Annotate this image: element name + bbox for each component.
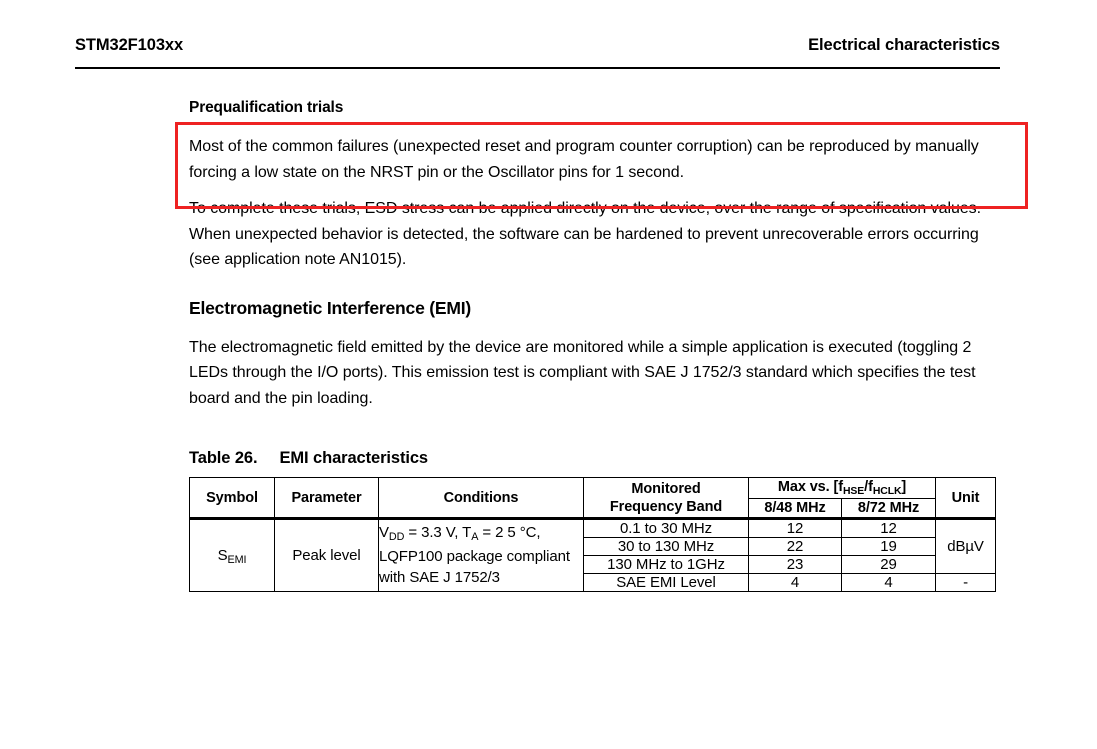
prequalification-paragraph-1: Most of the common failures (unexpected reset and program counter corruption) can be reproduced by manually forcing a low state on the NRST pin or the Oscillator pins for 1 second.: [189, 138, 979, 181]
prequalification-heading: Prequalification trials: [189, 99, 344, 116]
cell-value-8-48: 12: [749, 519, 842, 538]
header-max-vs-mid: /f: [864, 479, 873, 495]
cell-value-8-48: 22: [749, 538, 842, 556]
cell-frequency-band: 0.1 to 30 MHz: [584, 519, 749, 538]
document-title: STM32F103xx: [75, 36, 184, 54]
cell-value-8-72: 19: [842, 538, 936, 556]
header-conditions: Conditions: [379, 478, 584, 519]
spacer: [189, 116, 995, 134]
page-header: [75, 36, 1000, 55]
cell-value-8-72: 29: [842, 556, 936, 574]
cell-unit: dBµV: [936, 519, 996, 574]
cell-frequency-band: 30 to 130 MHz: [584, 538, 749, 556]
table-caption-title: EMI characteristics: [279, 449, 429, 467]
table-caption: [189, 449, 428, 468]
cell-value-8-72: 4: [842, 574, 936, 592]
header-unit: Unit: [936, 478, 996, 519]
header-monitored-frequency-band: [584, 478, 749, 519]
chapter-title: Electrical characteristics: [808, 36, 1000, 54]
table-header-row-1: [190, 478, 996, 499]
cell-value-8-48: 4: [749, 574, 842, 592]
header-max-vs-suffix: ]: [901, 479, 907, 495]
cell-symbol: [190, 519, 275, 592]
conditions-v: V: [379, 524, 389, 542]
emi-section-heading: Electromagnetic Interference (EMI): [189, 297, 472, 318]
emi-paragraph-1: The electromagnetic field emitted by the device are monitored while a simple application is executed (toggling 2 LEDs through the I/O ports). This emission test is compliant with SAE J 1752/3 standard which specifies the test board and the pin loading.: [189, 338, 976, 407]
emi-characteristics-table: [189, 477, 996, 592]
cell-unit: -: [936, 574, 996, 592]
header-monitored-line1: Monitored: [631, 480, 701, 497]
header-max-vs-group: [749, 478, 936, 499]
header-divider: [75, 67, 1000, 69]
header-symbol: Symbol: [190, 478, 275, 519]
header-monitored-line2: Frequency Band: [609, 498, 723, 515]
cell-value-8-48: 23: [749, 556, 842, 574]
symbol-main: S: [217, 547, 228, 564]
cell-value-8-72: 12: [842, 519, 936, 538]
cell-parameter: Peak level: [275, 519, 379, 592]
cell-frequency-band: 130 MHz to 1GHz: [584, 556, 749, 574]
cell-frequency-band: SAE EMI Level: [584, 574, 749, 592]
prequalification-paragraph-2: To complete these trials, ESD stress can be applied directly on the device, over the range of specification values. When unexpected behavior is detected, the software can be hardened to prevent unrecoverable errors occurring (see application note AN1015).: [189, 200, 982, 269]
table-row: [190, 519, 996, 538]
header-max-vs-prefix: Max vs. [f: [777, 479, 843, 495]
table-caption-number: Table 26.: [189, 449, 258, 467]
cell-conditions: [379, 519, 584, 592]
symbol-subscript: EMI: [227, 554, 247, 567]
conditions-mid: = 3.3 V, T: [404, 524, 472, 542]
conditions-tail: = 2 5 °C, LQFP100 package compliant with SAE J 1752/3: [379, 524, 570, 587]
conditions-t-subscript: A: [471, 531, 479, 544]
spacer: [189, 318, 995, 335]
conditions-v-subscript: DD: [388, 531, 405, 544]
header-max-vs-sub-hse: HSE: [842, 485, 865, 497]
spacer: [189, 185, 995, 196]
header-col-8-72: 8/72 MHz: [842, 499, 936, 519]
content-column: [189, 99, 995, 411]
header-parameter: Parameter: [275, 478, 379, 519]
header-col-8-48: 8/48 MHz: [749, 499, 842, 519]
header-max-vs-sub-hclk: HCLK: [872, 485, 902, 497]
spacer: [189, 273, 995, 298]
